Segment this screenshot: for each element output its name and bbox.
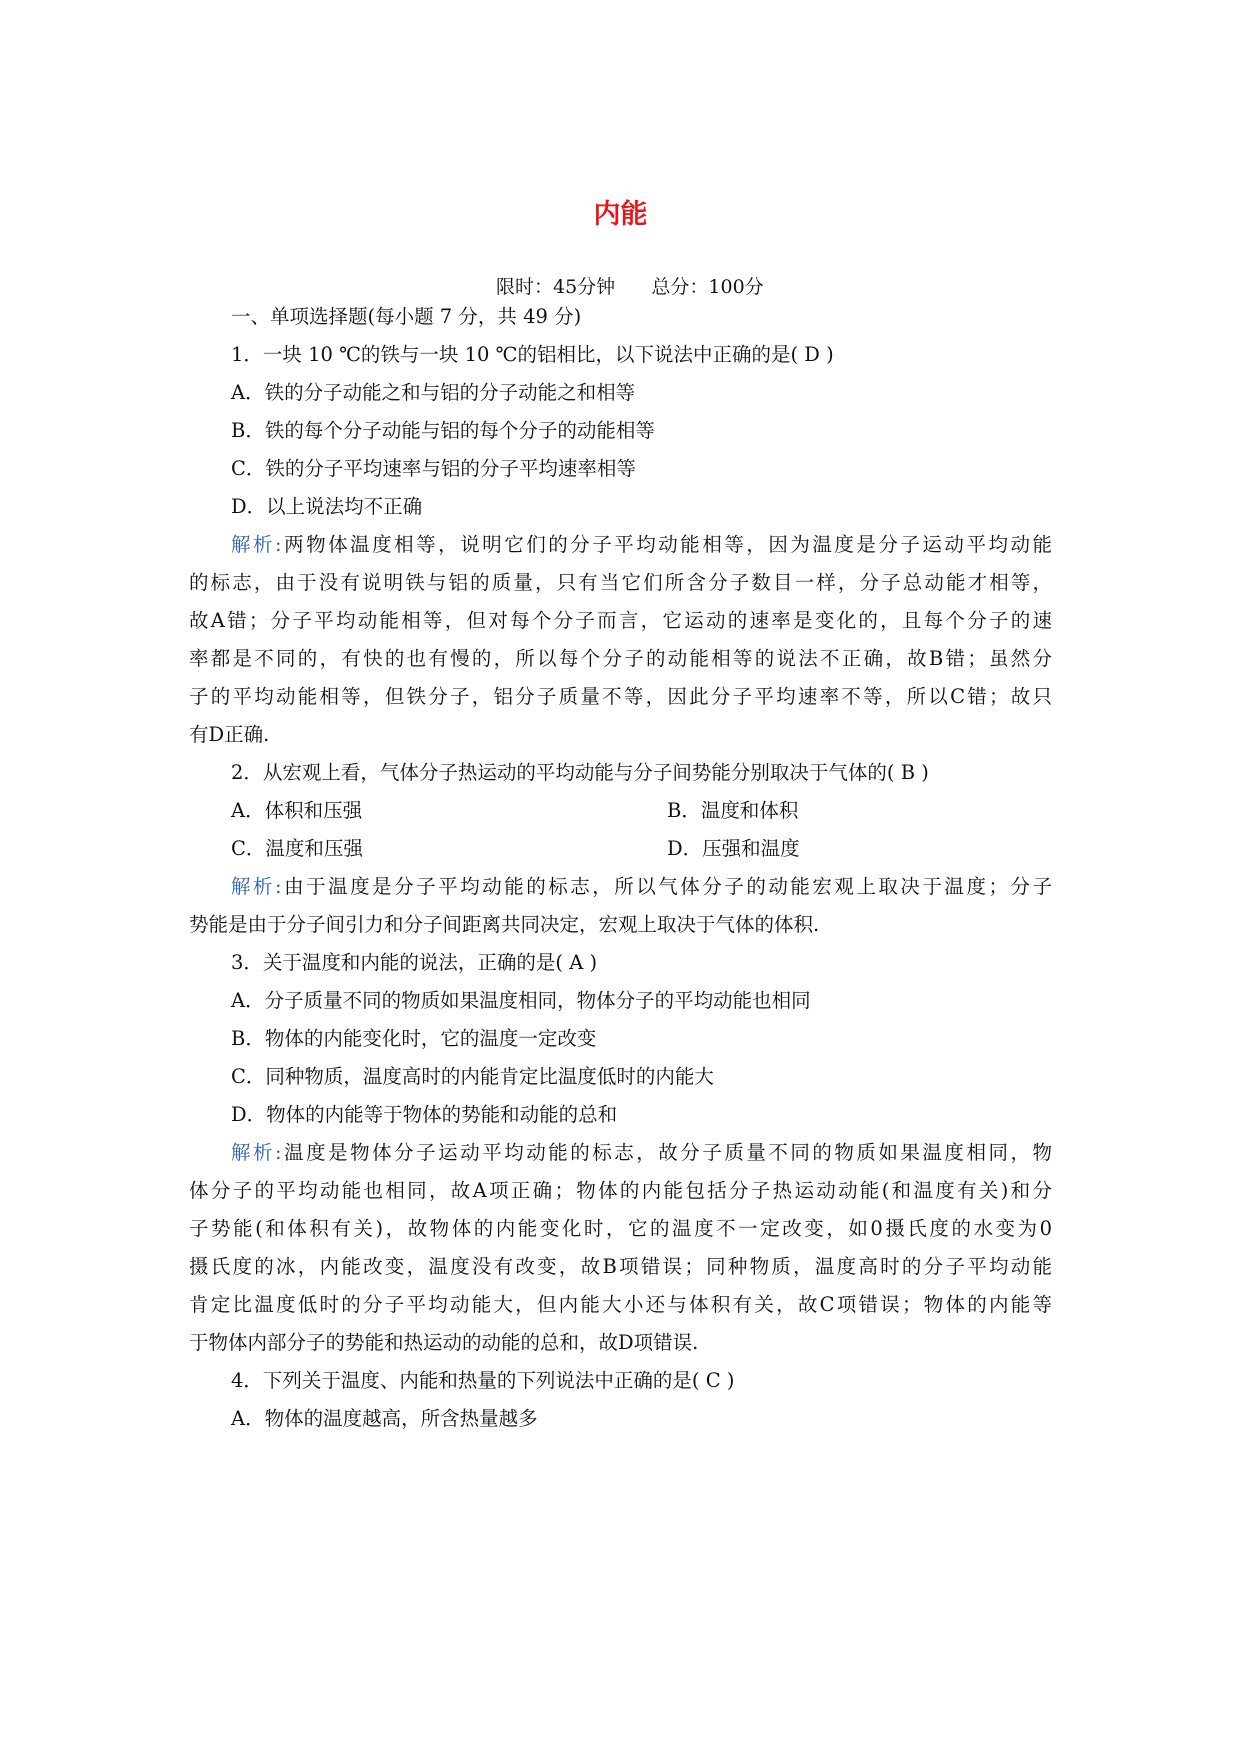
page-title: 内能 <box>593 199 648 230</box>
question-1-option-a: A．铁的分子动能之和与铝的分子动能之和相等 <box>231 381 636 404</box>
question-1-explanation-line: 率都是不同的，有快的也有慢的，所以每个分子的动能相等的说法不正确，故B错；虽然分 <box>189 647 1052 670</box>
question-3-option-b: B．物体的内能变化时，它的温度一定改变 <box>231 1027 597 1050</box>
question-4-option-a: A．物体的温度越高，所含热量越多 <box>231 1407 538 1430</box>
time-and-score-info: 限时：45分钟 总分：100分 <box>496 276 764 298</box>
question-3-explanation-line: 体分子的平均动能也相同，故A项正确；物体的内能包括分子热运动动能(和温度有关)和分 <box>189 1179 1052 1202</box>
question-1-option-c: C．铁的分子平均速率与铝的分子平均速率相等 <box>231 457 636 480</box>
question-1-stem: 1．一块 10 ℃的铁与一块 10 ℃的铝相比，以下说法中正确的是( D ) <box>231 343 834 366</box>
question-3-explanation-line: 摄氏度的冰，内能改变，温度没有改变，故B项错误；同种物质，温度高时的分子平均动能 <box>189 1255 1052 1278</box>
question-2-explanation-line: 势能是由于分子间引力和分子间距离共同决定，宏观上取决于气体的体积. <box>189 913 820 936</box>
question-3-explanation-line: 子势能(和体积有关)，故物体的内能变化时，它的温度不一定改变，如0摄氏度的水变为0 <box>189 1217 1052 1240</box>
question-1-explanation-line: 有D正确. <box>189 723 270 746</box>
question-2-explanation-line: 解析:由于温度是分子平均动能的标志，所以气体分子的动能宏观上取决于温度；分子 <box>231 875 1052 898</box>
explanation-label: 解析: <box>231 1141 282 1164</box>
question-2-option-b: B．温度和体积 <box>667 799 799 822</box>
explanation-label: 解析: <box>231 875 282 898</box>
question-2-option-a: A．体积和压强 <box>231 799 363 822</box>
question-1-option-d: D．以上说法均不正确 <box>231 495 423 518</box>
question-1-option-b: B．铁的每个分子动能与铝的每个分子的动能相等 <box>231 419 655 442</box>
question-1-explanation-line: 子的平均动能相等，但铁分子，铝分子质量不等，因此分子平均速率不等，所以C错；故只 <box>189 685 1052 708</box>
question-3-option-c: C．同种物质，温度高时的内能肯定比温度低时的内能大 <box>231 1065 714 1088</box>
question-3-option-d: D．物体的内能等于物体的势能和动能的总和 <box>231 1103 618 1126</box>
explanation-label: 解析: <box>231 533 282 556</box>
question-2-option-d: D．压强和温度 <box>667 837 800 860</box>
question-1-explanation-line: 解析:两物体温度相等，说明它们的分子平均动能相等，因为温度是分子运动平均动能 <box>231 533 1052 556</box>
question-3-explanation-line: 肯定比温度低时的分子平均动能大，但内能大小还与体积有关，故C项错误；物体的内能等 <box>189 1293 1052 1316</box>
section-heading: 一、单项选择题(每小题 7 分，共 49 分) <box>231 305 582 328</box>
question-1-explanation-line: 故A错；分子平均动能相等，但对每个分子而言，它运动的速率是变化的，且每个分子的速 <box>189 609 1052 632</box>
question-3-stem: 3．关于温度和内能的说法，正确的是( A ) <box>231 951 598 974</box>
question-3-explanation-line: 于物体内部分子的势能和热运动的动能的总和，故D项错误. <box>189 1331 699 1354</box>
question-3-explanation-line: 解析:温度是物体分子运动平均动能的标志，故分子质量不同的物质如果温度相同，物 <box>231 1141 1052 1164</box>
question-4-stem: 4．下列关于温度、内能和热量的下列说法中正确的是( C ) <box>231 1369 735 1392</box>
question-1-explanation-line: 的标志，由于没有说明铁与铝的质量，只有当它们所含分子数目一样，分子总动能才相等， <box>189 571 1052 594</box>
question-3-option-a: A．分子质量不同的物质如果温度相同，物体分子的平均动能也相同 <box>231 989 811 1012</box>
question-2-stem: 2．从宏观上看，气体分子热运动的平均动能与分子间势能分别取决于气体的( B ) <box>231 761 929 784</box>
question-2-option-c: C．温度和压强 <box>231 837 363 860</box>
